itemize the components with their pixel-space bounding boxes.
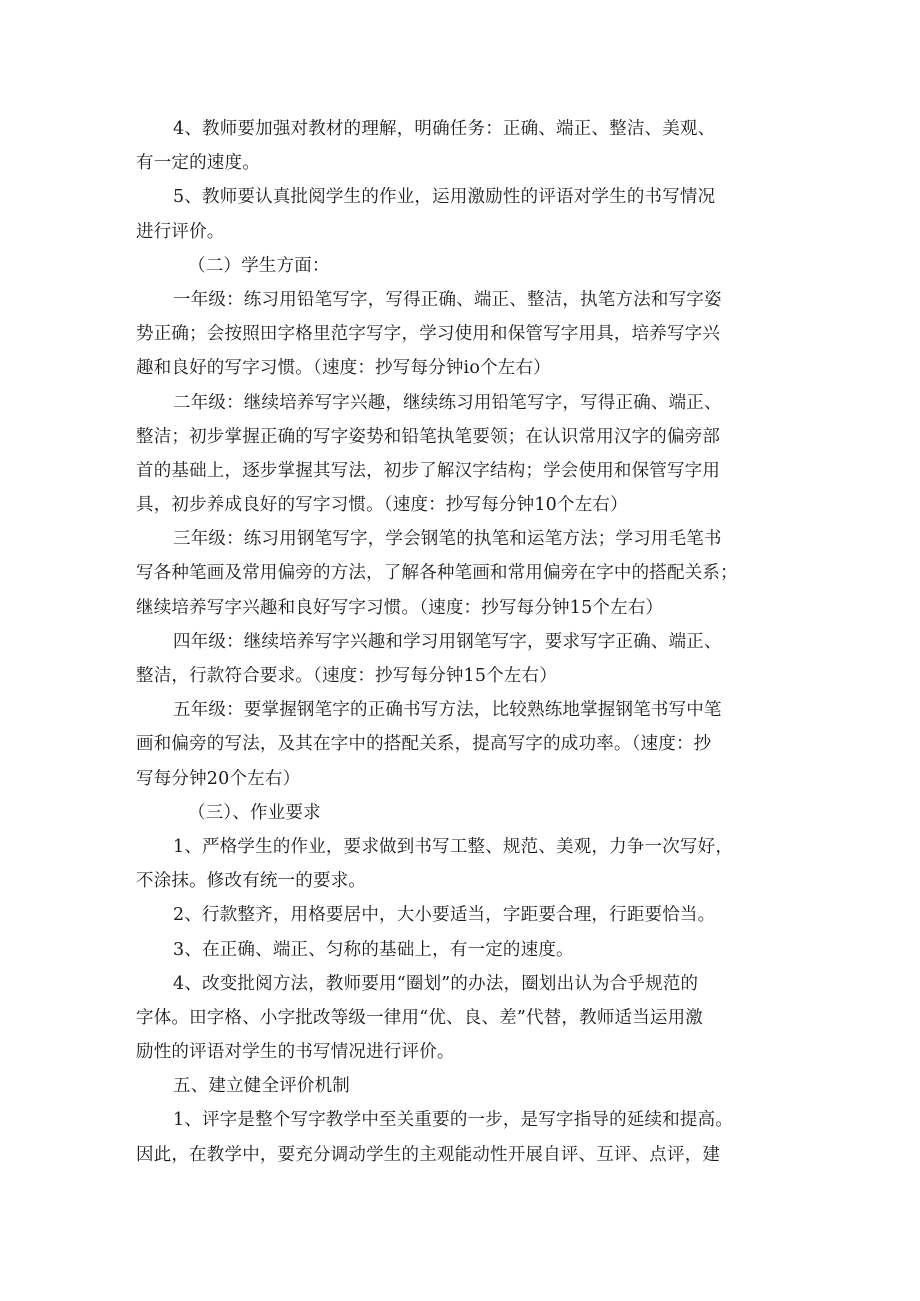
text-line: 字体。田字格、小字批改等级一律用“优、良、差”代替，教师适当运用激	[136, 1007, 703, 1028]
text-line: 五年级：要掌握钢笔字的正确书写方法，比较熟练地掌握钢笔书写中笔	[173, 700, 722, 721]
text-line: 二年级：继续培养写字兴趣，继续练习用铅笔写字，写得正确、端正、	[173, 392, 722, 413]
document-body	[136, 112, 792, 1172]
text-line: 整洁；初步掌握正确的写字姿势和铅笔执笔要领；在认识常用汉字的偏旁部	[136, 426, 721, 447]
text-line: 写每分钟20个左右）	[136, 768, 301, 789]
text-line: 写各种笔画及常用偏旁的方法，了解各种笔画和常用偏旁在字中的搭配关系；	[136, 563, 738, 584]
text-line: 首的基础上，逐步掌握其写法，初步了解汉字结构；学会使用和保管写字用	[136, 460, 721, 481]
section-heading: （三）、作业要求	[188, 802, 321, 823]
text-line: 因此，在教学中，要充分调动学生的主观能动性开展自评、互评、点评，建	[136, 1144, 721, 1165]
text-line: 一年级：练习用铅笔写字，写得正确、端正、整洁，执笔方法和写字姿	[173, 289, 722, 310]
text-line: 励性的评语对学生的书写情况进行评价。	[136, 1042, 455, 1063]
text-line: 4、改变批阅方法，教师要用“圈划”的办法，圈划出认为合乎规范的	[173, 973, 699, 994]
text-line: 三年级：练习用钢笔写字，学会钢笔的执笔和运笔方法；学习用毛笔书	[173, 529, 722, 550]
text-line: 3、在正确、端正、匀称的基础上，有一定的速度。	[173, 939, 574, 960]
text-line: 画和偏旁的写法，及其在字中的搭配关系，提高写字的成功率。（速度：抄	[136, 734, 712, 755]
text-line: 2、行款整齐，用格要居中，大小要适当，字距要合理，行距要恰当。	[173, 905, 716, 926]
text-line: 整洁，行款符合要求。（速度：抄写每分钟15个左右）	[136, 666, 558, 686]
text-line: 有一定的速度。	[136, 153, 260, 174]
text-line: 1、严格学生的作业，要求做到书写工整、规范、美观，力争一次写好，	[173, 836, 734, 857]
text-line: 4、教师要加强对教材的理解，明确任务：正确、端正、整洁、美观、	[173, 119, 716, 139]
text-line: 势正确；会按照田字格里范字写字，学习使用和保管写字用具，培养写字兴	[136, 324, 721, 345]
text-line: 1、评字是整个写字教学中至关重要的一步，是写字指导的延续和提高。	[173, 1110, 734, 1131]
text-line: 具，初步养成良好的写字习惯。（速度：抄写每分钟10个左右）	[136, 495, 628, 516]
text-line: 趣和良好的写字习惯。（速度：抄写每分钟io个左右）	[136, 358, 551, 379]
section-heading: 五、建立健全评价机制	[173, 1076, 350, 1097]
text-line: 进行评价。	[136, 221, 225, 242]
text-line: 继续培养写字兴趣和良好写字习惯。（速度：抄写每分钟15个左右）	[136, 597, 664, 618]
text-line: 5、教师要认真批阅学生的作业，运用激励性的评语对学生的书写情况	[173, 187, 716, 208]
section-heading: （二）学生方面：	[188, 255, 330, 276]
text-line: 四年级：继续培养写字兴趣和学习用钢笔写字，要求写字正确、端正、	[173, 631, 722, 652]
text-line: 不涂抹。修改有统一的要求。	[136, 871, 367, 892]
